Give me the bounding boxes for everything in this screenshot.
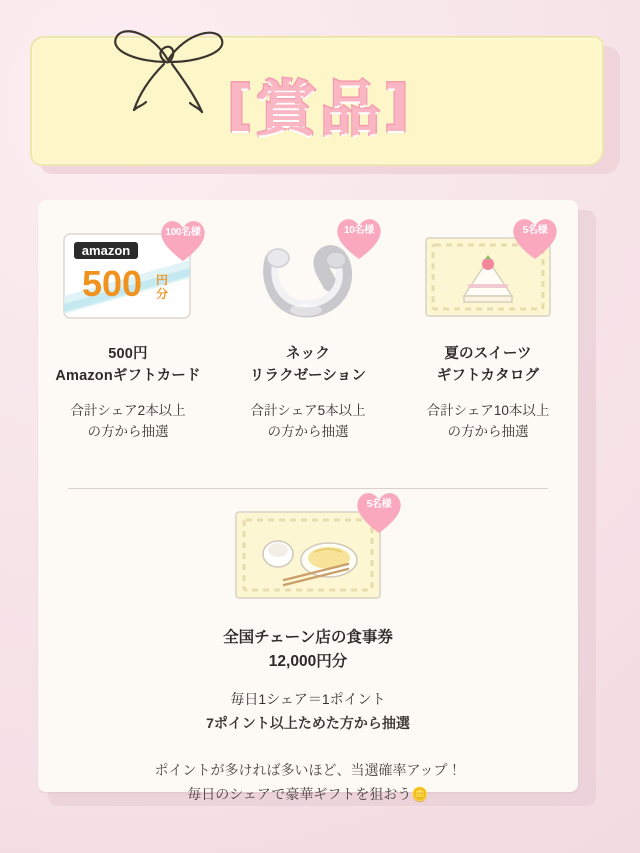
prize-cond-line1: 合計シェア10本以上 bbox=[426, 402, 550, 418]
grand-prize-block bbox=[38, 499, 578, 807]
prize-cond-line1: 合計シェア2本以上 bbox=[70, 402, 186, 418]
svg-text:500: 500 bbox=[82, 263, 143, 304]
sweets-catalog-image bbox=[412, 226, 564, 330]
prize-name-amazon bbox=[44, 344, 212, 388]
grand-prize-rule-line1: 毎日1シェア＝1ポイント bbox=[230, 691, 386, 708]
prize-item-sweets bbox=[398, 226, 578, 443]
prize-cond-line1: 合計シェア5本以上 bbox=[250, 402, 366, 418]
grand-prize-name bbox=[38, 626, 578, 674]
grand-prize-rule-line2: 7ポイント以上ためた方から抽選 bbox=[206, 714, 410, 731]
svg-text:円: 円 bbox=[156, 273, 169, 287]
prize-condition-amazon bbox=[44, 400, 212, 443]
prize-condition-neck bbox=[224, 400, 392, 443]
prize-cond-line2: の方から抽選 bbox=[267, 424, 349, 440]
grand-prize-name-line2: 12,000円分 bbox=[268, 653, 348, 671]
neck-massager-image bbox=[232, 226, 384, 330]
meal-voucher-image bbox=[222, 499, 394, 610]
prize-condition-sweets bbox=[404, 400, 572, 443]
prize-name-line2: Amazonギフトカード bbox=[55, 367, 201, 384]
prize-item-neck bbox=[218, 226, 398, 443]
prize-badge-sweets bbox=[508, 212, 562, 262]
prize-name-line2: ギフトカタログ bbox=[436, 367, 540, 384]
svg-text:分: 分 bbox=[156, 287, 169, 301]
prize-badge-amazon bbox=[156, 214, 210, 264]
footer-note-line2: 毎日のシェアで豪華ギフトを狙おう🪙 bbox=[187, 786, 429, 803]
prize-badge-label: 5名様 bbox=[522, 225, 548, 236]
prize-row bbox=[38, 226, 578, 443]
heart-icon bbox=[352, 486, 406, 536]
prize-name-line2: リラクゼーション bbox=[249, 367, 367, 384]
amazon-gift-card-image bbox=[52, 226, 204, 330]
heart-icon bbox=[156, 214, 210, 264]
prize-name-line1: 500円 bbox=[108, 346, 148, 362]
page-title bbox=[30, 62, 610, 148]
prize-badge-label: 10名様 bbox=[344, 225, 374, 236]
heart-icon bbox=[332, 212, 386, 262]
footer-note bbox=[38, 758, 578, 807]
heart-icon bbox=[508, 212, 562, 262]
grand-prize-badge bbox=[352, 486, 406, 536]
bracket-left: [ bbox=[227, 74, 256, 137]
section-divider bbox=[68, 488, 548, 489]
prize-badge-neck bbox=[332, 212, 386, 262]
svg-text:amazon: amazon bbox=[81, 243, 131, 258]
prize-badge-label: 100名様 bbox=[165, 227, 201, 238]
bracket-right: ] bbox=[384, 74, 413, 137]
title-banner bbox=[30, 36, 610, 174]
grand-prize-badge-label: 5名様 bbox=[366, 499, 392, 510]
prize-name-neck bbox=[224, 344, 392, 388]
grand-prize-rule bbox=[38, 688, 578, 736]
prize-item-amazon bbox=[38, 226, 218, 443]
title-text: 賞品 bbox=[256, 75, 384, 145]
footer-note-line1: ポイントが多ければ多いほど、当選確率アップ！ bbox=[154, 761, 462, 778]
prize-cond-line2: の方から抽選 bbox=[447, 424, 529, 440]
prize-card bbox=[38, 200, 578, 803]
prize-name-line1: 夏のスイーツ bbox=[444, 346, 532, 362]
prize-name-line1: ネック bbox=[285, 346, 331, 362]
prize-name-sweets bbox=[404, 344, 572, 388]
prize-cond-line2: の方から抽選 bbox=[87, 424, 169, 440]
grand-prize-name-line1: 全国チェーン店の食事券 bbox=[223, 629, 393, 646]
